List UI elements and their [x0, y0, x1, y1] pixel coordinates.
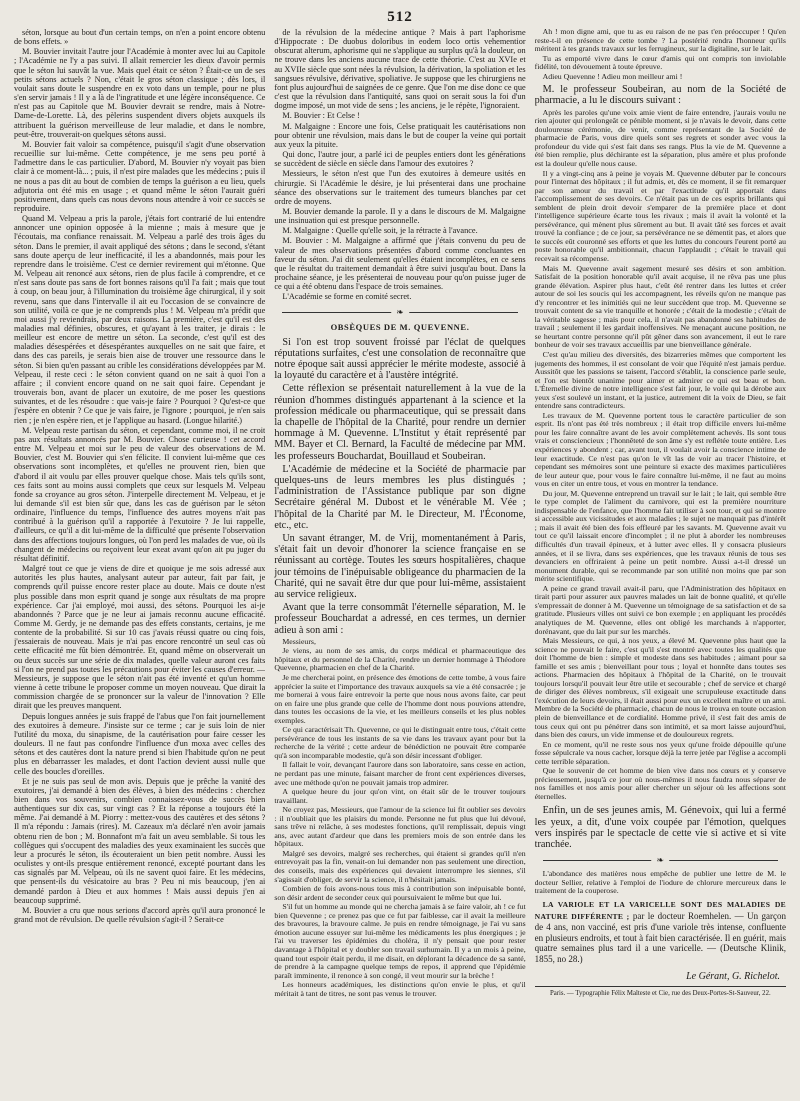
col2-speech-paragraph: Les honneurs académiques, les distinctions qu'on envie le plus, et qu'il méritait à tant de titres, ne sont pas venus le trouver. — [274, 980, 526, 998]
col3-letter-paragraph: Tu as emporté vivre dans le cœur d'amis qui ont compris ton inviolable fidélité, ton dévouement à toute épreuve. — [534, 53, 786, 72]
col3-letter2-paragraph: Après les paroles qu'une voix amie vient de faire entendre, j'aurais voulu ne rien ajouter qui prolongeât ce pénible moment, si je n'avais le devoir, dans cette douloureuse cérémonie, de venir, comme représentant de la Société de pharmacie de Paris, vous dire quels sont ses regrets et sonder avec vous la profondeur du vide qui s'est fait dans ses rangs. Plus la vie de M. Quevenne a été bien remplie, plus déchirante est la séparation, plus amère et plus profonde est la douleur qu'elle nous cause. — [534, 107, 786, 168]
col1-paragraph: M. Bouvier invitait l'autre jour l'Académie à monter avec lui au Capitole ; l'Académie ne l'y a pas suivi. Il allait remercier les dieux d'avoir permis que le séton lui sauvât la vue. Mais quel était ce séton ? Était-ce un de ses petits sétons actuels ? Non, c'était le gros séton classique ; dès lors, il voulait sans doute le suspendre en ex voto dans un temple, pour ne plus s'en servir jamais ! Il y a là de l'ingratitude et une légère inconséquence. Ce n'est pas au Capitole que M. Bouvier devrait se rendre, mais à Notre-Dame-de-Lorette. Là, des pèlerins suspendent divers objets auxquels ils attribuent la guérison merveilleuse de leur maladie, et dans le nombre, peut-être, trouverait-on quelques sétons aussi. — [14, 47, 266, 139]
col3-letter-paragraph: Adieu Quevenne ! Adieu mon meilleur ami ! — [542, 71, 683, 81]
col2-top-paragraph: M. Bouvier : M. Malgaigne a affirmé que j'étais convenu du peu de valeur de mes observations présentées d'abord comme concluantes en faveur du séton. J'ai dit seulement qu'elles étaient incomplètes, en ce sens que le résultat du traitement demandait à être suivi jusqu'au bout. Dans la prochaine séance, je les présenterai de nouveau pour qu'on puisse juger de ce qui a été obtenu dans l'espace de trois semaines. — [274, 236, 526, 292]
col2-top-paragraph: Messieurs, le séton n'est que l'un des exutoires à demeure usités en chirurgie. Si l'Académie le désire, je lui présenterai dans une prochaine séance des observations sur le traitement des tumeurs blanches par cet ordre de moyens. — [274, 169, 526, 206]
columns — [14, 28, 786, 999]
col2-speech-paragraph: Ne croyez pas, Messieurs, que l'amour de la science lui fit oublier ses devoirs : il n'oubliait que les plaisirs du monde. Personne ne fut plus que lui dévoué, sans trêve ni relâche, à ses modestes fonctions, qu'il remplissait, depuis vingt ans, avec autant d'ardeur que dans les premiers mois de son entrée dans les hôpitaux. — [274, 805, 526, 849]
col2-speech-paragraph: Je viens, au nom de ses amis, du corps médical et pharmaceutique des hôpitaux et du personnel de la Charité, rendre un dernier hommage à Théodore Quevenne, pharmacien en chef de la Charité. — [274, 646, 526, 673]
closing-paragraph: Enfin, un de ses jeunes amis, M. Génevoix, qui lui a fermé les yeux, a dit, d'une voix coupée par l'émotion, quelques vers inspirés par le spectacle de cette vie si active et si vite tranchée. — [534, 805, 786, 851]
col2-speech-paragraph: Je me chercherai point, en présence des émotions de cette tombe, à vous faire apprécier la suite et l'importance des travaux auxquels sa vie a été consacrée ; je me bornerai à vous faire entrevoir la perte que nous nous avons faite, car peut on en faire une plus grande que celle de l'homme dont nous pouvions attendre, dans toutes les occasions de la vie, et les meilleurs conseils et les plus nobles exemples. — [274, 673, 526, 725]
section-heading-obseques: OBSÈQUES DE M. QUEVENNE. — [330, 321, 470, 332]
col3-letter2-paragraph: Mais M. Quevenne avait sagement mesuré ses désirs et son ambition. Satisfait de la position honorable qu'il avait acquise, il ne rêva pas une plus grande élévation. Aspirer plus haut, c'eût été rentrer dans les luttes et créer autour de soi les soucis qui les accompagnent, les réveils qu'on ne manque pas d'y rencontrer et les inimitiés qui ne leur succèdent que trop. M. Quevenne se trouvait content de sa vie tranquille et honorée ; c'était de la modestie ; c'était de la véritable sagesse ; mais pour cela, il n'avait pas abandonné ses habitudes de travail ; seulement il les gardait inoffensives. Ne menaçant aucune position, ne se heurtant contre personne qu'il pût gêner dans son avancement, il eut le rare bonheur de voir ses travaux accueillis par une bienveillance générale. — [534, 263, 786, 350]
section-divider-2: ❧ — [535, 854, 786, 866]
col2-section-paragraph: L'Académie de médecine et la Société de pharmacie par quelques-uns de leurs membres les plus distingués ; l'administration de l'Assistance publique par son digne Secrétaire général M. Dubost et le vénérable M. Vée ; l'hôpital de la Charité par M. le Directeur, M. l'Économe, etc., etc. — [274, 463, 526, 531]
col3-letter2-paragraph: A peine ce grand travail avait-il paru, que l'Administration des hôpitaux en tirait parti pour assurer aux pauvres malades un lait de bonne qualité, et qu'elle s'empressait de donner à M. Quevenne un témoignage de sa satisfaction et de sa gratitude. Plusieurs villes ont suivi ce bon exemple ; en appliquant les procédés analytiques de M. Quevenne, elles ont obligé les marchands à n'apporter, dorénavant, que du lait pur sur les marchés. — [534, 583, 786, 636]
printer-line: Paris. — Typographie Félix Malteste et Cie, rue des Deux-Portes-St-Sauveur, 22. — [549, 989, 771, 997]
col1-paragraph: M. Bouvier a cru que nous serions d'accord après qu'il aura prononcé le grand mot de révulsion. De quelle révulsion s'agit-il ? Serait-ce — [14, 905, 266, 924]
col2-top-paragraph: Qui donc, l'autre jour, a parlé ici de peuples entiers dont les générations se succèdent de siècle en siècle dans l'amour des exutoires ? — [274, 150, 526, 169]
col3-letter2-paragraph: Du jour, M. Quevenne entreprend un travail sur le lait ; le lait, qui semble être le type complet de l'aliment du carnivore, qui est la première nourriture indispensable de l'enfance, que l'homme fait utiliser à son tour, et qui se montre si accessible aux vicissitudes et aux maladies ; le sujet ne manquait pas d'intérêt ; mais il avait été bien des fois effleuré par les savants. M. Quevenne avait vu tout ce qu'il laissait encore d'incomplet ; il ne plut à aborder les nombreuses difficultés d'un travail épineux, et à lutter avec elles. Il y consacra plusieurs années, et il se livra, dans ses expériences, que les travaux réunis de tous ses devanciers en offriraient à peine un petit nombre. Aussi a-t-il dressé un monument durable, qui se recommande par son utilité non moins que par son mérite scientifique. — [534, 488, 786, 584]
col3-letter2-paragraph: Les travaux de M. Quevenne portent tous le caractère particulier de son esprit. Ils n'ont pas été très nombreux ; il était trop difficile envers lui-même pour les faire connaître avant de les avoir complètement achevés. Ils sont tous vrais et consciencieux ; l'honnêteté de son âme s'y est reflétée toute entière. Les expériences y abondent ; car, avant tout, il voulait avoir la conscience intime de leur exactitude. Ce n'est pas qu'on le vît las de voir au tracer l'histoire, et cependant ses mémoires sont une peinture si exacte des maximes particulières de leur auteur que, pour vous le faire connaître lui-même, il ne faut au moins vous en citer un entre tous, et vous en montrer la tendance. — [534, 410, 786, 489]
col2-speech-paragraph: Ce qui caractérisait Th. Quevenne, ce qui le distinguait entre tous, c'était cette persévérance de tous les instants de sa vie dans les travaux ayant pour but la recherche de la vérité ; cette ardeur de bénédiction ne pouvait être comparée qu'à son incomparable modestie, qu'à son désir incessant d'obliger. — [274, 725, 526, 760]
bouchardat-speech — [274, 638, 525, 998]
col3-letter2-paragraph: Mais Messieurs, ce qui, à nos yeux, a élevé M. Quevenne plus haut que la science ne pouvait le faire, c'est qu'il s'est montré avec toutes les qualités que doit l'homme de bien : simple et modeste dans ses habitudes ; aimant pour sa famille et ses amis ; bienveillant pour tous ; loyal et honnête dans toutes ses actions. Pharmacien des hôpitaux à l'hôpital de la Charité, on le trouvait toujours lorsqu'il pouvait leur être utile et secourable ; chef de service et chargé de diriger des élèves nombreux, s'il exigeait une scrupuleuse exactitude dans l'exécution de leurs devoirs, il était aussi pour eux un excellent maître et un ami. Membre de la Société de pharmacie, chacun de nous le trouva en toute occasion plein de bienveillance et de cordialité. Homme privé, il s'est fait des amis de tous ceux qui ont pu pénétrer dans son intimité, et sa mort laisse aujourd'hui, dans bien des cœurs, un vide immense et de douloureux regrets. — [534, 636, 786, 740]
col2-top-paragraph: de la révulsion de la médecine antique ? Mais à part l'aphorisme d'Hippocrate : De duobus doloribus in eodem loco ortis vehementior obscurat alterum, aphorisme qui ne s'applique au surplus qu'à la douleur, on ne trouve dans les anciens aucune trace de cette théorie. C'est au XVIe et au XVIIe siècle que sont nées la révulsion, la dérivation, la spoliation et les sangsues révulsive, dérivative, spoliative. Je suppose que les chirurgiens ne font plus aujourd'hui de saignées de ce genre. Que l'on me dise donc ce que c'est que la révulsion dans l'antiquité, sans quoi on serait sous la foi d'un dogme imposé, un mot vide de sens ; les anciens, je le répète, l'ignoraient. — [274, 28, 526, 111]
col2-top-paragraph: L'Académie se forme en comité secret. — [282, 292, 412, 302]
col2-top-paragraph: M. Malgaigne : Encore une fois, Celse pratiquait les cautérisations non pour obtenir une révulsion, mais dans le but de couper la veine qui portait aux yeux la pituite. — [274, 121, 526, 149]
soubeiran-speech — [535, 109, 786, 802]
page-number: 512 — [387, 9, 413, 25]
obituary-section — [274, 337, 525, 636]
column-3 — [535, 28, 786, 999]
soubeiran-intro: M. le professeur Soubeiran, au nom de la Société de pharmacie, a lu le discours suivant : — [534, 84, 786, 107]
academy-debate-continued — [274, 28, 525, 302]
notice-variole-body: par le docteur Roemhelen. — Un garçon de 4 ans, non vacciné, est pris d'une variole très intense, confluente en plusieurs endroits, et tout à fait bien caractérisée. Il en guérit, mais quatre semaines plus tard il a une varicelle. — (Deutsche Klinik, 1855, no 28.) — [534, 910, 786, 964]
notice-variole-heading: LA VARIOLE ET LA VARICELLE SONT DES MALADIES DE NATURE DIFFÉRENTE ; — [534, 900, 786, 921]
col1-paragraph: séton, lorsque au bout d'un certain temps, on n'en a point encore obtenu de bons effets. » — [14, 28, 266, 47]
footer-rule — [535, 986, 786, 987]
col2-section-paragraph: Avant que la terre consommât l'éternelle séparation, M. le professeur Bouchardat a adressé, en ces termes, un dernier adieu à son ami : — [274, 602, 526, 636]
col2-section-paragraph: Cette réflexion se présentait naturellement à la vue de la réunion d'hommes distingués appartenant à la science et la profession médicale ou pharmaceutique, qui se pressait dans la chapelle de l'hôpital de la Charité, pour rendre un dernier hommage à M. Quevenne. L'Institut y était représenté par MM. Bayer et Cl. Bernard, la Faculté de médecine par MM. les professeurs Bouchardat, Bouillaud et Soubeiran. — [274, 383, 526, 462]
col2-top-paragraph: M. Bouvier : Et Celse ! — [282, 111, 360, 121]
col1-paragraph: Quand M. Velpeau a pris la parole, j'étais fort contrarié de lui entendre annoncer une opinion opposée à la mienne ; mais à mesure que je l'écoutais, ma confiance renaissait. M. Velpeau a parlé des trois âges du séton. Dans le premier, il avait appliqué des sétons ; dans le second, s'étant sans doute aperçu de leur inefficacité, il les a abandonnés, mais pour les reprendre dans le troisième. C'est ce dernier revirement qui m'étonne. Que M. Velpeau ait renoncé aux sétons, rien de plus facile à comprendre, et ce n'est sans doute pas sans de fort bonnes raisons qu'il l'a fait ; mais que tout à coup, on beau jour, à l'illumination du troisième âge chirurgical, il y soit revenu, sans que dans l'intervalle il ait eu l'occasion de se convaincre de son utilité, voilà ce que je ne comprends plus ! M. Velpeau m'a prédit que moi aussi j'y reviendrais, par deux raisons. La première, c'est qu'il est des maladies mal définies, obscures, et qu'ayant à les traiter, je dirais : le meilleur est encore de mettre un séton. La seconde, c'est qu'il est des maladies désespérées et désespérantes auxquelles on ne sait que faire, et dans des cas pareils, je serais bien aise de trouver une ressource dans le séton. Si bien qu'en passant au crible les considérations développées par M. Velpeau, il reste ceci : le séton convient quand on ne sait à quoi l'on a affaire ; il convient encore quand on ne sait quoi faire. Cependant je trouverais bon, avant de placer un exutoire, de me poser les questions suivantes, et de les résoudre : que vais-je faire ? Pourquoi ? Qu'est-ce que j'espère en obtenir ? Ce que je vais faire, je l'ignore ; pourquoi, je n'en sais rien ; je n'en espère rien, et je l'applique au hasard. (Longue hilarité.) — [14, 214, 266, 425]
speech-ending — [535, 28, 786, 81]
col1-paragraph: Depuis longues années je suis frappé de l'abus que l'on fait journellement des exutoires à demeure. J'insiste sur ce terme ; car je suis loin de nier l'utilité du moxa, du sinapisme, de la cautérisation pour faire cesser les douleurs. Il ne faut pas confondre l'influence d'un moxa avec celles des sétons et des cautères dont la nature prend si bien l'habitude qu'on ne peut plus en débarrasser les malades, et dont l'action devient aussi nulle que celle des boucles d'oreilles. — [14, 711, 266, 776]
col2-section-paragraph: Un savant étranger, M. de Vrij, momentanément à Paris, s'était fait un devoir d'honorer la science française en se réunissant au cortège. Toutes les sœurs hospitalières, chaque jour témoins de l'inépuisable obligeance du pharmacien de la Charité, qui ne savait être dur que pour lui-même, assistaient au service religieux. — [274, 532, 526, 600]
col1-paragraph: Malgré tout ce que je viens de dire et quoique je me sois adressé aux autorités les plus hautes, analysant auteur par auteur, fait par fait, je comprends qu'il puisse encore rester place au doute. Mais ce doute n'est plus possible dans mon esprit quand je songe aux résultats de ma propre expérience. Car j'ai employé, moi aussi, des sétons. Pourquoi les ai-je abandonnés ? Parce que je ne leur ai jamais reconnu aucune efficacité. Comme M. Gerdy, je ne demande pas des effets constants, certains, je me contente de la probabilité. Si sur 10 cas j'avais réussi quatre ou cinq fois, j'essaierais de nouveau. Mais je n'ai pas encore rencontré un seul cas où cette efficacité me fût bien démontrée. Et, quand même on observerait un ou deux succès sur une série de dix malades, quelle valeur auront ces faits si l'on ne prend pas toutes les précautions pour éviter les causes d'erreur. — Messieurs, je suppose que le séton n'ait pas été inventé et qu'un homme vienne à cette tribune le proposer comme un moyen nouveau. Que dirait la commission chargée de se prononcer sur la valeur de l'innovation ? Elle dirait que les preuves manquent. — [14, 564, 266, 711]
col2-section-paragraph: Si l'on est trop souvent froissé par l'éclat de quelques réputations surfaites, c'est une consolation de reconnaître que notre époque sait aussi apprécier le mérite modeste, associé à la loyauté du caractère et à l'austère intégrité. — [274, 336, 526, 382]
notice-abundance: L'abondance des matières nous empêche de publier une lettre de M. le docteur Sellier, relative à l'emploi de l'iodure de chlorure mercureux dans le traitement de la couperose. — [534, 869, 786, 896]
col1-paragraph: Et je ne suis pas seul de mon avis. Depuis que je prêche la vanité des exutoires, j'ai demandé à bien des élèves, à bien des médecins : cherchez bien dans vos souvenirs, combien connaissez-vous de succès bien authentiques sur dix cas, sur vingt cas ? Et la réponse a toujours été la même. J'ai demandé à M. Piorry : mettez-vous des cautères et des sétons ? Il m'a répondu : Jamais (rires). M. Cazeaux m'a déclaré n'en avoir jamais obtenu rien de bon ; M. Bonnafont m'a fait un aveu semblable. Si tous les collègues qui s'occupent des maladies des yeux examinaient les succès que leur a procurés le séton, ils écouteraient un bien petit nombre. Aussi les oculistes y ont-ils presque entièrement renoncé, excepté pourtant dans les cas signalés par M. Velpeau, où ils ne savent quoi faire. Et les médecins, que pensent-ils du vésicatoire au bras ? Peu ni mis beaucoup, j'en ai demandé pardon à Dieu et aux hommes ! Mais aussi depuis j'en ai beaucoup supprimé. — [14, 776, 266, 905]
gerant-signature: Le Gérant, G. Richelot. — [686, 970, 780, 982]
col3-letter-paragraph: Ah ! mon digne ami, que tu as eu raison de ne pas t'en préoccuper ! Qu'en reste-t-il en présence de cette tombe ? La postérité rendra l'honneur qu'ils méritent à tes grands travaux sur les ferrugineux, sur la digitaline, sur le lait. — [534, 28, 786, 54]
section-divider: ❧ — [274, 306, 525, 318]
col3-letter2-paragraph: En ce moment, qu'il ne reste sous nos yeux qu'une froide dépouille qu'une fosse sépulcrale va nous cacher, lorsque déjà la terre jetée par l'église a accompli cette terrible séparation. — [534, 739, 786, 766]
col2-top-paragraph: M. Bouvier demande la parole. Il y a dans le discours de M. Malgaigne une insinuation qui est presque personnelle. — [274, 206, 526, 226]
col2-speech-paragraph: Combien de fois avons-nous tous mis à contribution son inépuisable bonté, son désir ardent de seconder ceux qui poursuivaient le même but que lui. — [274, 884, 526, 902]
col2-speech-paragraph: Il fallait le voir, devançant l'aurore dans son laboratoire, sans cesse en action, ne perdant pas une minute, faisant marcher de front cent expériences diverses, avec une méthode qu'on ne pouvait jamais trop admirer. — [274, 760, 526, 787]
col3-letter2-paragraph: C'est qu'au milieu des diversités, des bizarreries mêmes que comportent les jugements des hommes, il est consolant de voir que l'équité n'est jamais perdue. Aussitôt que les passions se taisent, l'accord s'établit, la conscience parle seule, et l'on est bientôt unanime pour aimer et admirer ce qui est beau et bon. L'Éternelle divine de notre intelligence s'est fait jour, le voile qui la dérobe aux yeux s'est soulevé un instant, et la justice, autrement dit la voix de Dieu, se fait entendre sans contradicteurs. — [534, 350, 786, 411]
column-1 — [14, 28, 265, 999]
column-2 — [274, 28, 525, 999]
col2-top-paragraph: M. Malgaigne : Quelle qu'elle soit, je la rétracte à l'avance. — [282, 226, 478, 236]
col2-speech-paragraph: Messieurs, — [282, 636, 316, 646]
col2-speech-paragraph: S'il fut un homme au monde qui ne chercha jamais à se faire valoir, ah ! ce fut bien Quevenne ; ce prenez pas que ce fut par faiblesse, car il avait la meilleure des bravoures, la bravoure calme. Je puis en rendre témoignage, je l'ai vu sans émotion aucune essuyer sur lui-même les médicaments les plus énergiques ; je l'ai vu traverser les épidémies du choléra, il n'y pensait que pour rester davantage à l'hôpital et y doubler son travail surhumain. Il y a un mois à peine, quand tout espoir était perdu, il me disait, en déplorant la décadence de sa santé, de prendre à la campagne quelque temps de repos, il apprend que l'épidémie paraît imminente, il renonce à son congé, il veut mourir sur la brèche ! — [274, 902, 526, 980]
col3-letter2-paragraph: Il y a vingt-cinq ans à peine je voyais M. Quevenne débuter par le concours pour l'internat des hôpitaux ; il fut admis, et, dès ce moment, il se fit remarquer par son amour du travail et par l'exactitude qu'il apportait dans l'accomplissement de ses devoirs. Ce n'était pas un de ces esprits brillants qui semblent de plein droit devoir s'emparer de la première place et dont l'intelligence supérieure écarte tous les rivaux ; mais il avait la volonté et la persévérance, qui mènent plus sûrement au but. Il avait tâté ses forces et avait trouvé la confiance ; de ce jour, sa persévérance ne se démentit pas, et alors que le succès eût couronné ses efforts et que les luttes du concours l'eurent porté au poste honorable qu'il ambitionnait, chacun l'applaudit ; c'était le travail qui recevait sa récompense. — [534, 168, 786, 263]
notice-variole — [535, 899, 786, 965]
col2-speech-paragraph: A quelque heure du jour qu'on vint, on était sûr de le trouver toujours travaillant. — [274, 787, 526, 805]
col1-paragraph: M. Velpeau reste partisan du séton, et cependant, comme moi, il ne croit pas aux résultats annoncés par M. Bouvier. Chose curieuse ! cet accord entre M. Velpeau et moi sur le peu de valeur des observations de M. Bouvier, c'est M. Bouvier qui s'en félicite. Il convient lui-même que ces observations sont incomplètes, et qu'elles ne prouvent rien, bien que d'abord il ait voulu par elles prouver quelque chose. Mais tels qu'ils sont, ces faits sont au moins aussi complets que ceux sur lesquels M. Velpeau fonde sa croyance au gros séton. J'interpelle directement M. Velpeau, et je lui demande s'il est bien sûr que, dans les cas de guérison par le séton ordinaire, l'influence du temps, l'influence des autres moyens n'ait pas contribué à la guérison qu'il a rapportée à l'exutoire ? Je lui rappelle, d'ailleurs, ce qu'il a dit lui-même de la difficulté que présente l'observation dans des affections toujours longues, où l'on perd les malades de vue, où ils changent de médecins ou reçoivent leur exeat avant qu'on ait pu juger du résultat définitif. — [14, 425, 266, 563]
col1-paragraph: M. Bouvier fait valoir sa compétence, puisqu'il s'agit d'une observation recueillie sur lui-même. Cette compétence, je me sens peu porté à l'admettre dans le cas particulier. D'abord, M. Bouvier n'y voyait pas bien clair à ce moment-là... ; puis, il n'est pire malades que les médecins ; puis il ne nous a pas dit au bout de combien de temps la guérison a eu lieu, quels adjutoria ont été mis en usage ; et quand même le séton l'aurait guéri positivement, dans quels cas nous devons nous attendre à voir ce succès se reproduire. — [14, 139, 266, 213]
col2-speech-paragraph: Malgré ses devoirs, malgré ses recherches, qui étaient si grandes qu'il n'en entrevoyait pas la fin, venait-on lui demander non pas seulement une direction, des conseils, mais des expériences qui devaient interrompre les siennes, s'il s'agissait d'obliger, de servir la science, il n'hésitait jamais. — [274, 848, 526, 884]
col3-letter2-paragraph: Que le souvenir de cet homme de bien vive dans nos cœurs et y conserve précieusement, jusqu'à ce jour où nous-mêmes il nous faudra nous séparer de nos familles et nos amis pour aller chercher un séjour où les affections sont éternelles. — [534, 766, 786, 801]
